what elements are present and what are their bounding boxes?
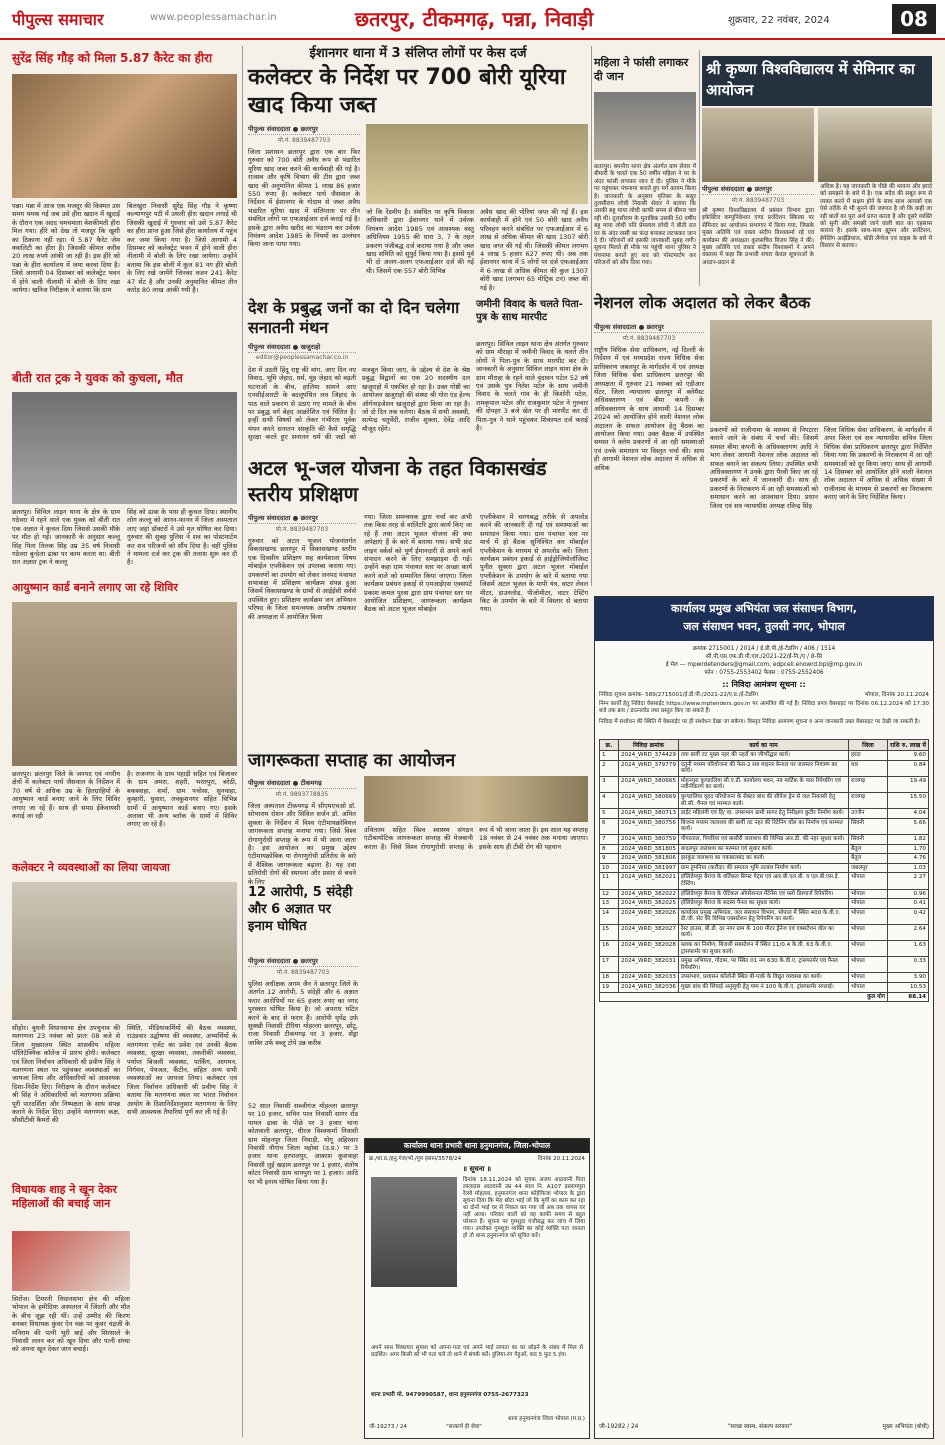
nit-date: भोपाल, दिनांक 20.11.2024 [864,692,929,698]
brand-logo: पीपुल्स समाचार [12,10,104,29]
headline: विधायक शाह ने खून देकर महिलाओं की बचाई जान [12,1183,117,1210]
cell-work: दतुनी मध्यम परियोजना की फेस-2 सब माइनर केनाल पर जलस्तर नियंत्रण का कार्य। [678,760,848,776]
byline: पीपुल्स संवाददाता ● छतरपुर [248,956,358,967]
cell-district: भोपाल [849,973,888,983]
cell-sno: 16 [600,941,619,957]
story-collector-inspection [12,860,237,1180]
cell-sno: 2 [600,760,619,776]
cell-tender-no: 2024_WRD_382036 [619,983,679,993]
col-tender-no: निविदा क्रमांक [619,740,679,751]
masthead-rule [0,38,945,40]
story-awareness-week [248,750,588,886]
cell-amount: 9.60 [888,751,929,761]
body-b: स्थिति, मीडियाकर्मियों की बैठक व्यवस्था, राउंडवार उद्घोषणा की व्यवस्था, अभ्यर्थियों के मतगणना एजेंट का प्रवेश एवं उनकी बैठक व्यवस्था, सुरक्षा व्यवस्था, तकनीकी व्यवस्था, पर्याप्त बिजली व्यवस्था, पार्किंग, आगमन, निर्गमन, पेयजल, कैंटीन, सहित अन्य सभी व्यवस्थाओं का जायजा लिया। कलेक्टर एवं जिला निर्वाचन अधिकारी श्री प्रवीण सिंह ने बताया कि मतगणना स्थल पर भारत निर्वाचन आयोग के दिशानिर्देशानुसार मतगणना के लिए सभी आवश्यक तैयारियां पूर्ण कर ली गई हैं। [127,1024,237,1117]
body-a: पुलिस अधीक्षक अगम जैन ने छतरपुर जिले के अंतर्गत 12 आरोपी, 5 संदेही और 6 अज्ञात फरार आरोपियों पर 65 हजार रुपए का नगद पुरस्कार घोषित किया है। जो अपराध घटित करने के बाद से फरार हैं। आरोपी धृपेंद्र उर्फ सुक्खी निवासी टीरिया मोहल्ला छतरपुर, छोटू, राजा निवासी टीकमगढ़ पर 3 हजार, सेंड्रा जाबिर उर्फ बब्लू टोपे उन्न करीब [248,980,358,1047]
thana-notice-ad [364,1138,590,1439]
cell-amount: 0.41 [888,899,929,909]
cell-amount: 2.27 [888,873,929,889]
table-row [600,751,929,761]
total-value: 88.14 [888,992,929,1002]
missing-person-photo [371,1177,457,1287]
cell-amount: 1.03 [888,863,929,873]
notice-title: :: निविदा आमंत्रण सूचना :: [722,680,806,689]
story-suicide [594,56,696,286]
cell-amount: 4.04 [888,809,929,819]
table-row [600,899,929,909]
headline: जमीनी विवाद के चलते पिता-पुत्र के साथ मारपीट [476,299,583,323]
table-row [600,973,929,983]
cell-tender-no: 2024_WRD_380756 [619,818,679,834]
ad-contact: थाना प्रभारी मो. 9479990587, थाना हनुमानगंज 0755-2677323 [371,1392,529,1398]
tender-footer-mid: "स्वच्छ स्वस्थ, संकल्प सरकार" [727,1424,793,1430]
story-urea [248,46,588,292]
ad-footer-right: थाना हनुमानगंज जिला भोपाल (म.प्र.) [507,1416,585,1422]
cell-tender-no: 2024_WRD_380669 [619,792,679,808]
table-row [600,776,929,792]
body-b: जो कि रेंडमीय है। संबंधित पर कृषि विकास अधिकारी द्वारा ईशानगर थाने में उर्वरक नियंत्रण आदेश 1985 एवं आवश्यक वस्तु अधिनियम 1955 की धारा 3, 7 के तहत प्रकरण पंजीबद्ध दर्ज कराया गया है और जब्त खाद समिति को सुपुर्द किया गया है। इससे पूर्व भी दो अलग-अलग एफआईआर दर्ज की गई थी। जिसमें एक 557 बोरी विभिन्न [366,208,474,275]
body-c: एप्लीकेशन में चरणबद्ध तरीके से अपलोड करने की जानकारी दी गई एवं समस्याओं का समाधान किया गया। ग्राम पंचायत स्तर पर मार्च में हो बैठक सुनिश्चित कर मोबाईल एप्लीकेशन के माध्यम से अपलोड करें। जिला कार्यक्रम प्रबंधन इकाई से हाईड्रोजियोलॉजिस्ट पुनीत सुक्ला द्वारा अटल भूजल मोबाईल एप्लीकेशन के उपयोग के बारे में बताया गया जिसमें अटल भूजल के मापी यंत्र, वाटर लेवल मीटर, डाउनलोड, पीजोमीटर, वाटर टेस्टिंग किट के उपयोग के बारे में विस्तार से बताया गया। [480,513,588,614]
address-line: जल संसाधन भवन, तुलसी नगर, भोपाल [683,620,845,633]
body-b: है। राजनगर के ग्राम पहाड़ी सहित एवं बिजावर के ग्राम अमरा, शहरी, भरतपुरा, बरेठी, बकस्वाहा, शर्मा, ग्राम पचोसा, सुनवाहा, कुम्हारी, घुवारा, लवकुशनगर सहित विभिन्न ग्रामों में आयुष्मान कार्ड बनाए गए। इसके अलावा भी अन्य ब्लॉक के ग्रामों में शिविर लगाए जा रहे हैं। [127,770,237,829]
cell-amount: 0.84 [888,760,929,776]
cell-sno: 14 [600,908,619,924]
headline: बीती रात ट्रक ने युवक को कुचला, मौत [12,371,183,385]
tender-footer-right: मुख्य अभियंता (बोधी) [882,1424,929,1430]
cell-work: कार्यालय प्रमुख अभियंता, जल संसाधन विभाग, भोपाल में स्थित 400 के.वी.ए. डी.जी. सेट की विभिन्न एक्सटेंशन हेतु रिपेयरिंग का कार्य। [678,908,848,924]
cell-district: भोपाल [849,889,888,899]
table-row [600,818,929,834]
cell-work: हॉलिडेयपुर बैराज के वर्तिकल सिफ्ट गेट्स एवं आर.बी.एल.बी. व एल.बी.एस.ई. टेस्टिंग। [678,873,848,889]
body-c: जिला विधिक सेवा प्राधिकरण, के मार्गदर्शन में अपर जिला एवं सत्र न्यायाधीश सचिव जिला विधिक सेवा प्राधिकरण छतरपुर द्वारा निर्देशित किया गया कि प्रकरणों के निराकरण में आ रही समस्याओं को दूर किया जाए। साथ ही आगामी 14 दिसम्बर को आयोजित होने वाली नेशनल लोक अदालत में अधिक से अधिक संख्या में राजीनामा के माध्यम से प्रकरणों का निराकरण कराए जाने के लिए निर्देशित किया। [824,426,932,502]
cell-tender-no: 2024_WRD_382022 [619,889,679,899]
tender-footer-left: जी-19282 / 24 [599,1424,639,1430]
issue-date: शुक्रवार, 22 नवंबर, 2024 [728,15,830,26]
cell-district: राजगढ़ [849,792,888,808]
cell-sno: 11 [600,873,619,889]
ad-ref: क्र./था.प्र./हनु.गंज/भो./गुम इंसान/3578/24 [369,1156,462,1162]
cell-work: हॉलिडेयपुर बैराज के ऐटिकल ऑपरेशनल मेंटेनेंस एवं फ्लो डिस्चार्ज रिपेयरिंग। [678,889,848,899]
awareness-photo [364,776,588,822]
body-a: गुरुवार को अटल भूजल योजनांतर्गत विकासखण्ड छतरपुर में विकासखण्ड स्तरीय एक दिवसीय प्रशिक्षण सह कार्यशाला विषय मोबाईल एप्लीकेशन एवं उपलब्ध कराया गए। उपकरणों का उपयोग को लेकर जनपद पंचायत सभाकक्ष में प्रशिक्षण कार्यक्रम संपन्न हुआ जिसमें विकासखण्ड के ग्रामों से आईईसी सर्वर्स उपस्थित हुए। प्रशिक्षण कार्यक्रम जन अभियान परिषद के जिला समन्वयक आशीष ताम्रकार की अध्यक्षता में आयोजित किया [248,537,357,621]
suicide-photo [594,92,696,160]
headline: जागरूकता सप्ताह का आयोजन [248,750,456,771]
cell-work: कुण्डालिया वृहद परियोजना के सेक्टर बांध की सीपेज ड्रेन से जल निकासी हेतु सी.सी. चैनल एवं मरम्मत कार्य। [678,792,848,808]
kicker: ईशानगर थाना में 3 संलिप्त लोगों पर केस दर्ज [309,46,527,61]
cell-work: तवा बायीं तट मुख्य नहर की नहरों का जीर्णोद्धार कार्य। [678,751,848,761]
cell-sno: 1 [600,751,619,761]
cell-district: भोपाल [849,957,888,973]
cell-tender-no: 2024_WRD_382026 [619,908,679,924]
ad-ref-date: दिनांक 20.11.2024 [537,1156,585,1162]
headline: श्री कृष्णा विश्वविद्यालय में सेमिनार का आयोजन [702,56,932,106]
cell-sno: 3 [600,776,619,792]
diamond-photo [12,74,237,198]
website[interactable]: www.peoplessamachar.in [150,12,277,23]
body-b: अधिक है। यह जानकारी के पीछे की भावना और इरादे को समझने के बारे में है। एक सदैव की सबूत रूप से व्यक्त करने में सक्षम होने के साथ साथ आपको एक ऐसे तरीके से भी सुनने की जरूरत है जो कि कही जा रही बातों का पूरा अर्थ प्राप्त करता है और दूसरे व्यक्ति को सुनी और समझी जाने वाली बात का एहसास कराता है। इसके साथ-साथ ह्यूमन और प्रजेंटेशन, ईमेलिंग आईडियाज, बॉडी लेंग्वेज एवं वाइस के बारे में विस्तार से बताया। [820,184,932,250]
mobile: मो.नं. 8839487703 [276,969,330,976]
cell-work: बिजना मध्यम जलाशय की बायीं तट नहर की रिटेनिंग वॉल का निर्माण एवं मरम्मत कार्य। [678,818,848,834]
ref-2: सी.पी.एस.एफ.डी.पी.एल./2021-22/ई-नि./ए / 8-सि [705,654,823,660]
meeting-photo [710,320,932,422]
body-c: अवैध खाद की पोरियां जप्त की गई हैं। इस कार्यवाही में होने एवं 50 बोरी खाद अवैध परिवहन करने संबंधित पर एफआईआर में 6 लाख से अधिक कीमत की खाद 1307 बोरी खाद जप्त की गई थी। जिसकी कीमत लगभग 4 लाख 5 हजार 627 रुपए थी। अब तक ईशानगर थाना में 5 लोगों पर दर्ज एफआईआर में 6 लाख से अधिक कीमत की कुल 1307 बोरी खाद (लगभग 65 मीट्रिक टन) जब्त की गई है। [480,208,588,292]
body-a: राष्ट्रीय विधिक सेवा प्राधिकरण, नई दिल्ली के निर्देशन में एवं मध्यप्रदेश राज्य विधिक सेवा प्राधिकरण जबलपुर के मार्गदर्शन में एवं अध्यक्ष जिला विधिक सेवा प्राधिकरण छतरपुर की अध्यक्षता में गुरुवार 21 नवम्बर को एडीआर सेंटर, जिला न्यायालय छतरपुर में क्लेमैस्ट अधिवक्तागण एवं बीमा कंपनी के अधिवक्तागण के साथ आगामी 14 दिसम्बर 2024 को आयोजित होने वाली नेशनल लोक अदालत के सफल आयोजन हेतु बैठक का आयोजन किया गया। उक्त बैठक में उपस्थित समस्त ने क्लेम प्रकरणों में आ रही समस्याओं एवं उनके समाधान पर विस्तृत चर्चा की। साथ ही आगामी नेशनल लोक अदालत में अधिक से अधिक [594,346,704,472]
cell-amount: 10.53 [888,983,929,993]
urea-photo [366,124,588,204]
body-a: श्री कृष्णा विश्वविद्यालय में प्रबंधन विभाग द्वारा इफेक्टिव कम्युनिकेशन एण्ड प्रजेंटेशन स्किल्स पर सेमिनार का आयोजन सभागार में किया गया, जिसके मुख्य अतिथि एवं वक्ता संदीप विश्वकर्मा रहे एवं कार्यक्रम की अध्यक्षता कुलसचिव विजय सिंह ने की। मुख्य अतिथि एवं वक्ता संदीप विश्वकर्मा ने अपने वक्तव्य में कहा कि प्रभावी संचार केवल सूचनाओं के आदान-प्रदान से [702,208,814,266]
cell-tender-no: 2024_WRD_381805 [619,844,679,854]
body-b: सिंह को ढाबा के पास ही कुचल दिया। स्थानीय लोग कल्लू को आनन-फानन में जिला अस्पताल लाए जहां डॉक्टरों ने उसे मृत घोषित कर दिया। गुरुवार की सुबह पुलिस ने शव का पोस्टमार्टम कर शव परिजनों को सौंप दिया है। वहीं पुलिस ने मामला दर्ज कर ट्रक की तलाश शुरू कर दी है। [127,508,237,567]
byline: पीपुल्स संवाददाता ● छतरपुर [248,513,356,524]
cell-district: सिवनी [849,818,888,834]
seminar-photo-2 [818,108,932,182]
cell-tender-no: 2024_WRD_381997 [619,863,679,873]
table-row [600,957,929,973]
cell-sno: 17 [600,957,619,973]
cell-sno: 19 [600,983,619,993]
camp-photo [12,602,237,766]
table-row [600,924,929,940]
story-atal-bhujal [248,455,588,745]
cell-tender-no: 2024_WRD_381806 [619,854,679,864]
mobile: मो.नं. 8839487703 [275,526,329,533]
cell-district: भोपाल [849,873,888,889]
story-ayushman [12,580,237,857]
cell-district: धार [849,760,888,776]
cell-amount: 5.66 [888,818,929,834]
headline: कलेक्टर ने व्यवस्थाओं का लिया जायजा [12,861,170,874]
byline: पीपुल्स संवाददाता ● खजुराहो [248,342,356,353]
cell-sno: 8 [600,844,619,854]
column-divider [699,50,700,286]
body-b: बिलखुरा निवासी सुरेंद्र सिंह गौड़ ने कृष्णा कल्याणपुर पटी में उथली हीरा खदान लगाई थी जिसकी खुदाई में गुरुवार को उसे 5.87 कैरेट का हीरा प्राप्त हुआ जिसे हीरा कार्यालय में पहुंच कर जमा किया गया है। जिसे आगामी 4 दिसम्बर को कलेक्ट्रेट भवन में होने वाली हीरा नीलामी में बोली के लिए रखा जायेगा। उन्होंने बताया कि इस बोली में कुल 81 नग हीरे बोली के लिए रखे जायेंगे जिनका वजन 241 कैरेट 47 सेंट है और उनकी अनुमानित कीमत तीन करोड़ 80 लाख आंकी गयी है। [127,202,237,295]
blood-donation-photo [12,1231,130,1291]
ad-caption: अपने साथ शिकायत सुमाश को अपना-पता एवं अपने भाई लापता का घर छोड़ने के संबंध में मिल से प्रदर्शित। अगर किसी को भी पता चले तो थाने में संपर्क करें। हुलिया-रंग गेहुआँ, कद 5 फुट 5 इंच। [371,1345,583,1358]
seminar-photo-1 [702,108,814,182]
intro-2: निविदा में संशोधन की स्थिति में वेबसाईट पर ही संशोधन देखा जा सकेगा। विस्तृत निविदा आमंत्रण सूचना व अन्य जानकारी उक्त वेबसाइट पर देखी जा सकती है। [599,719,920,725]
cell-tender-no: 2024_WRD_379779 [619,760,679,776]
headline: आयुष्मान कार्ड बनाने लगाए जा रहे शिविर [12,581,178,594]
headline: 12 आरोपी, 5 संदेही और 6 अज्ञात पर इनाम घोषित [248,885,353,934]
column-divider [242,46,243,1437]
region-title: छतरपुर, टीकमगढ़, पन्ना, निवाड़ी [355,7,594,31]
story-sanatan [248,298,470,448]
inspection-photo [12,882,237,1020]
total-row [600,992,929,1002]
cell-sno: 5 [600,809,619,819]
cell-district: हरदा [849,751,888,761]
table-row [600,863,929,873]
story-reward [248,884,358,1437]
cell-work: मुख्य बांध की सिंचाई अनुसूची हेतु पम्प नं 100 के.वी.ए. ट्रांसफार्मर सप्लाई। [678,983,848,993]
cell-work: मोहनपुरा कुण्डालिया सी.ए.डी. कार्यालय भवन, नव मार्टिक के पास रिपेयरिंग एवं नवीनीकरण का कार्य। [678,776,848,792]
table-row [600,983,929,993]
tender-table-body [600,751,929,1002]
body: देश में उठती हिंदू राष्ट्र की मांग, आए दिन नए विवाद, भूमि जेहाद, धर्म, मुंह जेहाद को बढ़ती घटनाओं के बीच, हालिया सामने आए एनसीईआरटी के बदलूपंथित लव जिहाद के पाठ वाले प्रकरण से उठाए गए मामले के बीच पर प्रबुद्ध वर्ग बेहद आक्रोशित एवं चिंतित है। इन्हीं सभी विषयों को लेकर गंभीरता पूर्वक मंथन करने सनातन संस्कृति की कैसे समृद्धि सुरक्षा करते हुए सनातन धर्म की जड़ों को मजबूत किया जाए, के उद्देश्य से देश के श्रेष्ठ प्रबुद्ध विद्वानों का एक 20 सदस्यीय दल खजुराहो में एकत्रित हो रहा है। उक्त गोष्ठी का आयोजन खजुराहो की संस्था श्री गोरा एंड हेल्थ ऑर्गनाइजेशन खजुराहो द्वारा किया जा रहा है। जो दो दिन तक चलेगा। बैठक में सभी अवस्थी, सत्येन्द्र चतुर्वेदी, राजीव शुक्ला, देवेंद्र आदि मौजूद रहेंगे। [248,366,470,442]
cell-district: बैतूल [849,844,888,854]
cell-district: भोपाल [849,983,888,993]
cell-tender-no: 2024_WRD_382031 [619,957,679,973]
mobile: मो.नं. 8839487703 [731,197,785,204]
cell-district: बैतूल [849,854,888,864]
mobile: मो.नं. 9893778835 [275,791,329,798]
cell-amount: 1.70 [888,844,929,854]
cell-work: डाईट महिलंगी एवं हि/ वा. उपसंभाग ग्रामी सागर हेतु निरीक्षण कुटीर निर्माण कार्य। [678,809,848,819]
body-a: छतरपुर। छतरपुर जिले के जनपद एवं नगरीय क्षेत्रों में कलेक्टर पार्थ जैसवाल के निर्देशन में 70 वर्ष से अधिक उम्र के हितग्राहियों के आयुष्मान कार्ड बनाए जाने के लिए शिविर लगाए जा रहे हैं। साथ ही समग्र ईकेवायसी कराई जा रही [12,770,120,821]
email-line[interactable]: ई मेल — mpwrdetenders@gmail.com, edpcell.enowrd.bpl@mp.gov.in [665,662,863,668]
cell-sno: 9 [600,854,619,864]
cell-amount: 1.82 [888,834,929,844]
cell-tender-no: 2024_WRD_380713 [619,809,679,819]
headline: अटल भू-जल योजना के तहत विकासखंड स्तरीय प्रशिक्षण [248,456,547,506]
accident-photo [12,392,237,504]
nit-ref: निविदा सूचना क्रमांक- 589/2715001/ई.डी.पी./2021-22/ए.प्र./ई-टेंडरिंग [599,692,758,698]
story-truck [12,370,237,577]
table-row [600,834,929,844]
cell-sno: 6 [600,818,619,834]
byline: पीपुल्स संवाददाता ● छतरपुर [594,322,704,333]
body-a: जिला प्रशासन छतरपुर द्वारा एक बार फिर गुरुवार को 700 बोरी अवैध रूप से भंडारित यूरिया खाद जब्त करने की कार्यवाही की गई है। राजस्व और कृषि विभाग की टीम द्वारा जब्त खाद की अनुमानित कीमत 1 लाख 86 हजार 550 रुपए है। कलेक्टर पार्थ जैसवाल के निर्देशन में ईशानगर के गोदाम से जब्त अवैध भंडारित यूरिया खाद में संलिप्तता पर तीन संबंधित लोगों पर एफआईआर दर्ज कराई गई है। इसके द्वारा अवैध खरीद का भंडारण कर उर्वरक नियंत्रण आदेश 1985 के नियमों का उल्लंघन किया जाना पाया गया। [248,148,360,249]
cell-work: प्रमुख अभियंता, गोदाम, पर स्थित 01 नग 630 के.वी.ए. ट्रांसफार्मर एवं पैनल रिपेयरिंग। [678,957,848,973]
cell-tender-no: 2024_WRD_382025 [619,899,679,909]
cell-tender-no: 2024_WRD_380665 [619,776,679,792]
cell-tender-no: 2024_WRD_382021 [619,873,679,889]
cell-work: ग्राम हुमनिया (करौंदा) की समतल भूमि तटबंध निर्माण कार्य। [678,863,848,873]
cell-amount: 4.76 [888,854,929,864]
body-b: प्रकरणों को राजीनामा के माध्यम से निपटारा कराने जाने के संबंध में चर्चा की। जिसमें समस्त बीमा कंपनी के अधिवक्तागण आदि ने भाग लेकर आगामी नेशनल लोक अदालत को सफल बनाने का संकल्प लिया। उपस्थित सभी अधिवक्तागण ने उनके द्वारा पैरवी किए जा रहे प्रकरणों के बारे में जानकारी दी। साथ ही प्रकरणों के निराकरण में आ रही समस्याओं को समाधान करने का आश्वासन दिया। प्रधान जिला एवं सत्र न्यायाधीश अध्यक्ष रविन्द्र सिंह [710,426,818,510]
body-a: सीहोर। बुधनी विधानसभा क्षेत्र उपचुनाव की मतगणना 23 नवंबर को प्रातः 08 बजे से जिला मुख्यालय स्थित शासकीय महिला पॉलिटेक्निक कॉलेज में प्रारंभ होगी। कलेक्टर एवं जिला निर्वाचन अधिकारी श्री प्रवीण सिंह ने मतगणना स्थल पर पहुंचकर व्यवस्थाओं का जायजा लिया और अधिकारियों को आवश्यक दिशा-निर्देश दिए। निरीक्षण के दौरान कलेक्टर श्री सिंह ने अधिकारियों को मतगणना प्रक्रिया पूरी पारदर्शिता और निष्पक्षता के साथ संपन्न कराने के निर्देश दिए। उन्होंने मतगणना कक्ष, सीसीटीवी कैमरों की [12,1024,120,1125]
table-row [600,889,929,899]
cell-district: भोपाल [849,924,888,940]
cell-amount: 0.42 [888,908,929,924]
tender-header [595,597,933,641]
headline: नेशनल लोक अदालत को लेकर बैठक [594,293,811,312]
cell-work: झरकुंड जलाशय का एकबालबंद का कार्य। [678,854,848,864]
table-row [600,854,929,864]
office-line: कार्यालय प्रमुख अभियंता जल संसाधन विभाग, [671,602,857,615]
headline: महिला ने फांसी लगाकर दी जान [594,56,689,83]
body-b: उचिततम सहित विश्व स्वास्थ्य संगठन एंटीबायोटिक जागरूकता सप्ताह की मेजबानी करता है। जिसे विश्व रोगाणुरोधी सप्ताह के रूप में भी जाना जाता है। इस साल यह सप्ताह 18 नवंबर से 24 नवंबर तक मनाया जाएगा। इसके साथ ही टीबी रोग की पहचान [364,826,588,851]
table-row [600,792,929,808]
cell-work: रेस्ट हाउस, बी.डी. दर नगर ग्राम के 100 मीटर ड्रेनेज एवं एक्सटेंशन वॉल का कार्य। [678,924,848,940]
body: सिरोंज। टिमरनी विधानसभा क्षेत्र की महिला भोपाल के हमीदिया अस्पताल में जिंदगी और मौत के बीच जूझ रही थीं। उन्हें उम्मीद की किरण बनकर विधायक कुंवर ऐन चक्र पर कुंवर चंद्रजी के मनिराम की पत्नी भूरी बाई और सिरसाले के निवासी ललन कर को खून दिया और पत्नी संध्या को अपना खून देकर जान बचाई। [12,1295,130,1354]
cell-tender-no: 2024_WRD_380759 [619,834,679,844]
cell-amount: 15.50 [888,792,929,808]
table-row [600,908,929,924]
cell-sno: 7 [600,834,619,844]
cell-tender-no: 2024_WRD_382028 [619,941,679,957]
cell-district: भोपाल [849,899,888,909]
masthead [0,0,945,40]
cell-sno: 15 [600,924,619,940]
cell-district: जबलपुर [849,863,888,873]
col-amount: राशि रु. लाख में [888,740,929,751]
ad-footer-left: जी-19273 / 24 [369,1424,407,1430]
body: छतरपुर। बमनौरा थाना क्षेत्र अंतर्गत ग्राम सेवार में बीमारी के चलते एक 50 वर्षीय महिला ने घर के अंदर फांसी लगाकर जान दे दी। पुलिस ने मौके पर पहुंचकर पंचनामा बनाते हुए मर्ग कायम किया है। जानकारी के अनुसार मृतिका के ससुर तुलसीराम लोधी निवासी सेवार ने बताया कि उसकी बहू माया लोधी काफी समय से बीमार चल रही थी। तुलसीराम के मुताबिक उसकी 50 वर्षीय बहू माया लोधी पति प्रेमलाल लोधी ने बीती रात घर के अंदर रस्सी का फंदा बनाकर लटककर जान दे दी। परिजनों को इसकी जानकारी सुबह लगी। सूचना मिलते ही मौके पर पहुंची थाना पुलिस ने पंचनामा बनाते हुए शव को पोस्टमार्टम कर परिजनों को सौंप दिया गया। [594,164,696,267]
col-district: जिला [849,740,888,751]
ad-sub: ॥ सूचना ॥ [462,1165,492,1173]
cell-amount: 0.33 [888,957,929,973]
mobile: मो.नं. 8839487703 [277,137,331,144]
table-row [600,873,929,889]
page-number: 08 [892,4,936,34]
cell-district: सिवनी [849,834,888,844]
intro-1: निम्न कार्यों हेतु निविदा वेबसाईट https://www.mptenders.gov.in पर आमंत्रित की गई है। निविदा प्रपत्र वेबसाइट पर दिनांक 06.12.2024 को 17.30 बजे तक क्रय / डाउनलोड तथा प्रस्तुत किए जा सकते हैं। [599,701,929,714]
byline: पीपुल्स संवाददाता ● टीकमगढ़ [248,778,356,789]
total-label: कुल योग [600,992,888,1002]
cell-sno: 12 [600,889,619,899]
table-row [600,760,929,776]
body: छतरपुर। सिविल लाइन थाना क्षेत्र अंतर्गत गुरुवार को ग्राम मौराहा में जमीनी विवाद के चलते तीन लोगों ने पिता-पुत्र के साथ मारपीट कर दी। जानकारी के अनुसार सिविल लाइन थाना क्षेत्र के ग्राम मौराहा के रहने वाले वृंदावन पटेल 52 वर्ष एवं उसके पुत्र नितेश पटेल के साथ जमीनी विवाद के चलते गांव के ही किशोरी पटेल, रामकृपाल पटेल और राजकुमार पटेल ने गुरुवार की दोपहर 3 बजे खेत पर ही मारपीट कर दी पिता-पुत्र ने थाने पहुंचकर शिकायत दर्ज कराई है। [476,340,588,433]
table-row [600,844,929,854]
cell-work: बादलपुर जलाशय का मरम्मत एवं सुधार कार्य। [678,844,848,854]
headline: कलेक्टर के निर्देश पर 700 बोरी यूरिया खाद किया जब्त [248,65,566,118]
ad-title: कार्यालय थाना प्रभारी थाना हनुमानगंज, जिला-भोपाल [365,1139,589,1153]
ad-body: दिनांक 18.11.2024 को सूचक अजय आठवानी पिता लालदास आठवानी उम्र 44 साल नि. A107 इस्लामपुरा रेलवे मोहल्ला, हनुमानगंज थाना कोहेफिजा भोपाल के द्वारा सूचना दिया कि मेरा छोटा भाई जो कि मुर्गी का काम कर रहा था दोनों भाई घर से निकल कर गया जो अब तक वापस घर नहीं आया। परिवार वालों को वह काफी समय से बहुत परेशान हैं। सूचना पर गुमशुदा पंजीबद्ध कर जांच में लिया गया। उपरोक्त गुमशुदा व्यक्ति का कोई व्यक्ति पता जानता हो तो थाना हनुमानगंज को सूचित करें। [463,1177,585,1239]
cell-work: पीपरताल, पिपरिया एवं बासौरी जलाशय की विभिन्न आर.डी. की नहर सुधार कार्य। [678,834,848,844]
phone-line: फोन : 0755-2553402 फैक्स : 0755-2552406 [704,670,824,676]
cell-work: हॉलिडेयपुर बैराज के सदस्य पैनल का सुधार कार्य। [678,899,848,909]
body-b: 52 साल निवासी सब्जीगंज मोहल्ला छतरपुर पर 10 हजार, सचिन पाल निवासी सागर रोड पायल ढाबा के पीछे पर 3 हजार थाना कोतवाली छतरपुर, धीरज विश्वकर्मा निवासी ग्राम मोहनपुर जिला निवाड़ी, योगू अहिरवार निवासी नौगांव जिला महोबा (उ.प्र.) पर 3 हजार थाना हरपालपुर, आकाश कुशवाहा निवासी लुई खड़ाम छतरपुर पर 1 हजार, संतोष कोटर निवासी ग्राम चापपुरा पर 1 हजार। आदि पर भी इनाम घोषित किया गया है। [248,1102,358,1186]
body-a: जिला अस्पताल टीकमगढ़ में सीएमएचओ डॉ. सोभाराम रोशन और सिविल सर्जन डॉ. अमित शुक्ला के निर्देशन में विश्व एंटीमायक्रोबियल जागरूकता सप्ताह मनाया गया। जिसे विश्व रोगाणुरोधी सप्ताह के रूप में भी जाना जाता है। इस आयोजन का प्रमुख उद्देश्य एंटीमायक्रोबिक या रोगाणुरोधी प्रतिरोध के बारे में वैश्विक जागरूकता बढ़ाना है। यह दवा प्रतिरोधी रोगों की स्थापना और प्रसार से बचने के लिए [248,802,356,886]
ad-footer-mid: "सत्कार्य ही सेवा" [446,1424,482,1430]
ref-1: क्रमांक 2715001 / 2014 / ई.डी.पी./ई-टेंडरिंग / 406 / 1514 [692,646,836,652]
column-divider [591,46,592,586]
cell-district: उज्जैन [849,809,888,819]
tender-notice [594,596,934,1439]
cell-work: उपसंभाग, प्रशासन कॉलोनी स्थित बी-पार्क के विद्युत व्यवस्था का कार्य। [678,973,848,983]
cell-amount: 1.63 [888,941,929,957]
cell-amount: 0.96 [888,889,929,899]
cell-district: भोपाल [849,941,888,957]
table-row [600,809,929,819]
story-lok-adalat [594,292,932,590]
byline: पीपुल्स संवाददाता ● छतरपुर [702,184,814,195]
cell-sno: 4 [600,792,619,808]
headline: देश के प्रबुद्ध जनों का दो दिन चलेगा सनातनी मंथन [248,298,460,337]
cell-work: ब्लाक का निर्माण, बिजली सबस्टेशन में स्थित 11/0.4 के.वी. 63 के.वी.ए. ट्रांसफार्मर का सुधार कार्य। [678,941,848,957]
body-b: गया। जिला समन्वयक द्वारा चर्चा कर अभी तक किस तरह से वालिंटरि द्वारा कार्य किए जा रहे हैं तथा अटल भूजल योजना की क्या अपेक्षाएं हैं के बारे में बताया गया। सभी फ्रंट लाइन वर्कर्स को पूर्ण ईमानदारी से अपने कार्य संपादन करने के लिए समझाइश दी गई। उन्होंने कहा ग्राम पंचायत स्तर पर अच्छा कार्य करने वाले को सम्मानित किया जाएगा। जिला कार्यक्रम प्रबंधन इकाई से एमआईएस एक्सपर्ट प्रकाश कमल पुरवा द्वारा ग्राम पंचायत स्तर पर आयोजित प्रशिक्षण, जागरूकता कार्यक्रम बैठक को अटल भूजल मोबाईल [364,513,472,614]
story-krishna-university [702,56,932,286]
headline: सुरेंद्र सिंह गौड़ को मिला 5.87 कैरेट का हीरा [12,51,213,65]
cell-district: भोपाल [849,908,888,924]
table-header-row [600,740,929,751]
story-land-dispute [476,298,588,448]
story-mla-blood [12,1183,130,1437]
cell-sno: 18 [600,973,619,983]
story-diamond [12,50,237,370]
cell-tender-no: 2024_WRD_382033 [619,973,679,983]
col-sno: क्र. [600,740,619,751]
table-row [600,941,929,957]
col-work: कार्य का नाम [678,740,848,751]
mobile: मो.नं. 8839487703 [622,335,676,342]
cell-sno: 13 [600,899,619,909]
byline: पीपुल्स संवाददाता ● छतरपुर [248,124,360,135]
body-a: पन्ना। पन्ना में आज एक मजदूर की किस्मत उस समय चमक गई जब उसे हीरा खदान में खुदाई के दौरान एक अदद चमचमाता बेशकीमती हीरा मिल गया। हीरे को देख तो मजदूर कि खुशी का ठिकाना नहीं रहा। ये 5.87 कैरेट जेम क्वालिटी का हीरा है। जिसकी कीमत करीब 20 लाख रुपये आंकी जा रही है। इस हीरे को पन्ना के हीरा कार्यालय में जमा करवा दिया है। जिसे आगामी 04 दिसम्बर को कलेक्ट्रेट भवन में होने वाली नीलामी में बोली के लिए रखा जायेगा। खनिज निरीक्षक ने बताया कि ग्राम [12,202,120,295]
cell-amount: 3.90 [888,973,929,983]
cell-sno: 10 [600,863,619,873]
cell-tender-no: 2024_WRD_374429 [619,751,679,761]
tender-table [599,739,929,1002]
cell-tender-no: 2024_WRD_382027 [619,924,679,940]
cell-amount: 2.64 [888,924,929,940]
cell-amount: 19.49 [888,776,929,792]
cell-district: राजगढ़ [849,776,888,792]
body-a: छतरपुर। सिविल लाइन थाना के क्षेत्र के ग्राम गठेवरा में रहने वाले एक युवक को बीती रात एक अज्ञात ने कुचल दिया जिससे उसकी मौके पर मौत हो गई। जानकारी के अनुसार कल्लू सिंह पिता तिलक सिंह उम्र 35 वर्ष निवासी गठेवरा बुन्देला ढाबा पर काम करता था। बीती रात अज्ञात ट्रक ने कल्लू [12,508,120,567]
email: editor@peoplessamachar.co.in [255,354,349,361]
